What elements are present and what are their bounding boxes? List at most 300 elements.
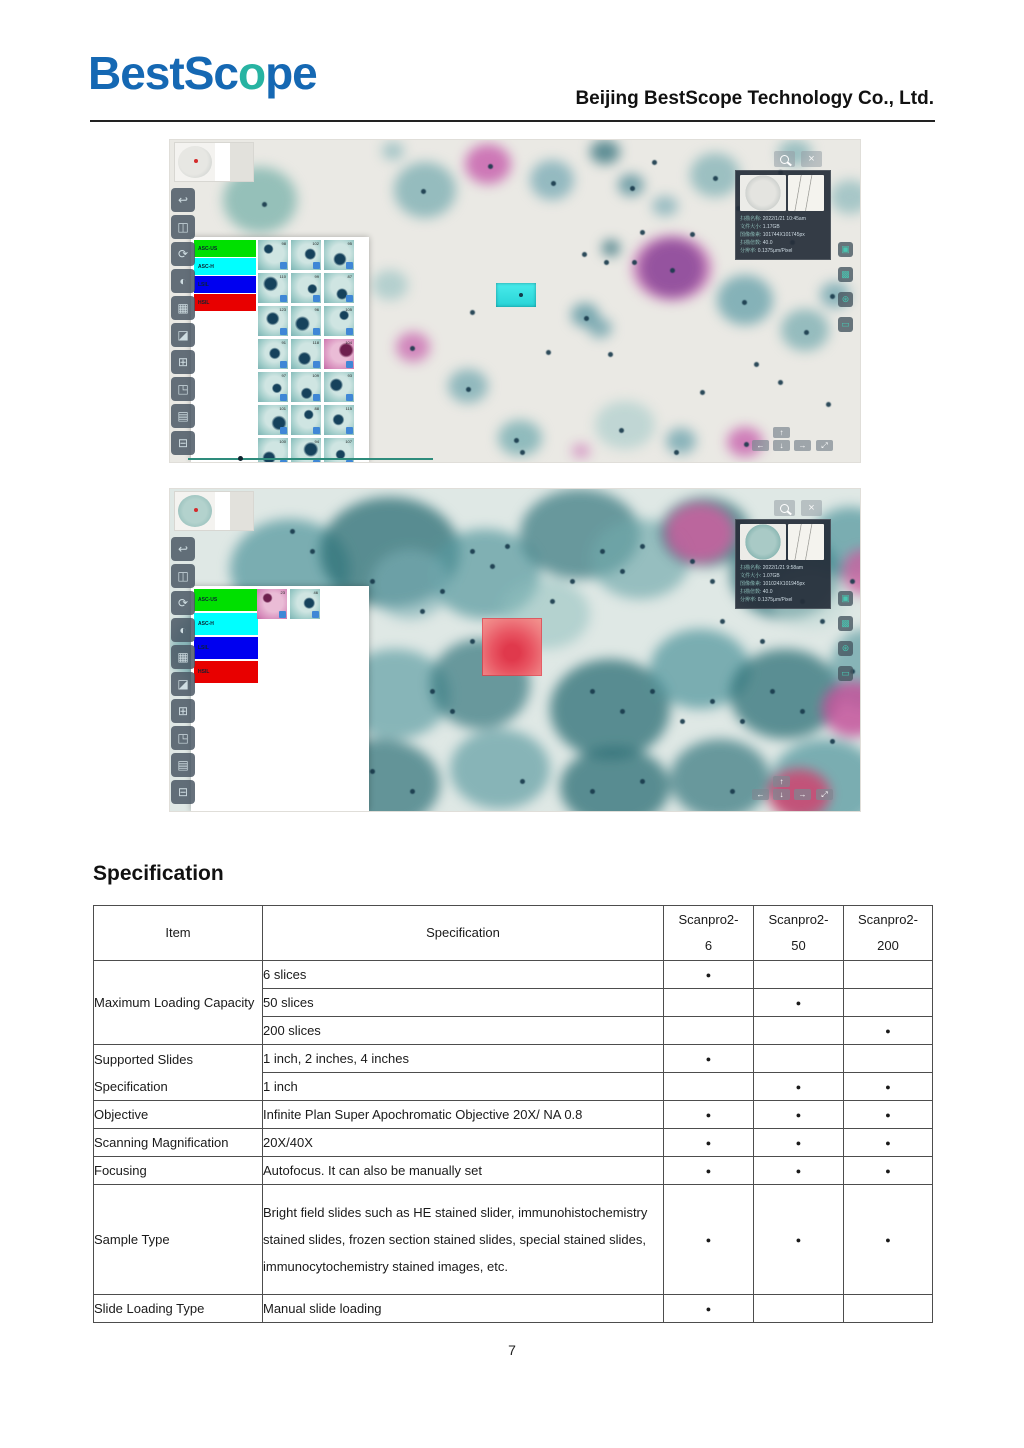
table-dot-cell: ● bbox=[754, 1101, 844, 1129]
table-dot-cell: ● bbox=[844, 1185, 933, 1295]
nucleus-dot bbox=[850, 579, 855, 584]
toolbar-copy-button[interactable] bbox=[838, 267, 853, 282]
info-value: 0.1375μm/Pixel bbox=[757, 248, 793, 254]
thumbnail-flag-icon[interactable] bbox=[313, 427, 320, 434]
nav-right-button[interactable]: → bbox=[794, 440, 811, 451]
info-line bbox=[740, 215, 826, 223]
thumbnail-count-label: 46 bbox=[313, 590, 318, 595]
table-row bbox=[94, 1295, 933, 1323]
slide-info-panel bbox=[735, 519, 831, 609]
info-label: 分辨率: bbox=[740, 597, 758, 603]
cell-thumbnail[interactable] bbox=[324, 339, 354, 369]
table-dot-cell: ● bbox=[844, 1017, 933, 1045]
nucleus-dot bbox=[488, 164, 493, 169]
company-title: Beijing BestScope Technology Co., Ltd. bbox=[575, 88, 934, 109]
info-label-thumbnail bbox=[788, 175, 824, 211]
cell-thumbnail-grid bbox=[258, 240, 354, 462]
table-dot-cell: ● bbox=[844, 1157, 933, 1185]
nav-left-button[interactable]: ← bbox=[752, 789, 769, 800]
toolbar-refresh-button[interactable] bbox=[171, 591, 195, 615]
cell-thumbnail[interactable] bbox=[324, 405, 354, 435]
model-name-line1: Scanpro2- bbox=[858, 912, 918, 927]
nucleus-dot bbox=[514, 438, 519, 443]
label-icon: ◪ bbox=[177, 677, 189, 691]
table-header-row bbox=[94, 906, 933, 961]
table-spec-cell: Autofocus. It can also be manually set bbox=[263, 1157, 664, 1185]
magnifier-icon bbox=[780, 155, 789, 164]
info-label: 扫描名称: bbox=[740, 565, 763, 571]
info-thumbnails bbox=[740, 175, 826, 211]
magnifier-button[interactable] bbox=[774, 500, 795, 516]
nav-expand-button[interactable]: ⤢ bbox=[816, 440, 833, 451]
info-line bbox=[740, 596, 826, 604]
info-value: 1.07GB bbox=[762, 573, 780, 579]
model-name-line2: 200 bbox=[877, 938, 899, 953]
cell-thumbnail[interactable] bbox=[291, 405, 321, 435]
thumbnail-count-label: 93 bbox=[347, 373, 352, 378]
nucleus-dot bbox=[490, 564, 495, 569]
info-label: 文件大小: bbox=[740, 573, 763, 579]
info-line bbox=[740, 247, 826, 255]
nav-right-button[interactable]: → bbox=[794, 789, 811, 800]
table-item-cell: Scanning Magnification bbox=[94, 1129, 263, 1157]
table-dot-cell bbox=[844, 1045, 933, 1073]
copy-icon: ▩ bbox=[841, 269, 850, 279]
toolbar-undo-button[interactable] bbox=[171, 188, 195, 212]
thumbnail-flag-icon[interactable] bbox=[280, 394, 287, 401]
nucleus-dot bbox=[466, 387, 471, 392]
toolbar-refresh-button[interactable] bbox=[171, 242, 195, 266]
overview-icon: ◫ bbox=[177, 220, 189, 234]
scale-icon: ⊟ bbox=[177, 785, 189, 799]
thumbnail-flag-icon[interactable] bbox=[346, 328, 353, 335]
info-value: 40.0 bbox=[762, 589, 773, 595]
info-line bbox=[740, 223, 826, 231]
info-value: 1.17GB bbox=[762, 224, 780, 230]
nucleus-dot bbox=[710, 699, 715, 704]
selected-cell-highlight[interactable] bbox=[496, 283, 536, 307]
table-dot-cell bbox=[754, 1045, 844, 1073]
category-label[interactable]: ASC-US bbox=[194, 589, 258, 611]
thumbnail-count-label: 123 bbox=[279, 307, 286, 312]
thumbnail-count-label: 97 bbox=[281, 373, 286, 378]
nucleus-dot bbox=[830, 739, 835, 744]
cell-thumbnail[interactable] bbox=[291, 240, 321, 270]
table-dot-cell bbox=[754, 1017, 844, 1045]
slide-overview-thumbnail[interactable] bbox=[174, 142, 254, 182]
nav-expand-button[interactable]: ⤢ bbox=[816, 789, 833, 800]
nucleus-dot bbox=[713, 176, 718, 181]
thumbnail-flag-icon[interactable] bbox=[280, 295, 287, 302]
zoom-slider[interactable] bbox=[188, 458, 433, 460]
nucleus-dot bbox=[820, 619, 825, 624]
nucleus-dot bbox=[582, 252, 587, 257]
logo-text-after: pe bbox=[265, 47, 317, 99]
undo-icon: ↩ bbox=[177, 542, 189, 556]
nucleus-dot bbox=[410, 346, 415, 351]
category-label[interactable]: HSIL bbox=[194, 661, 258, 683]
table-dot-cell: ● bbox=[754, 989, 844, 1017]
toolbar-list-button[interactable] bbox=[171, 753, 195, 777]
cell-thumbnail[interactable] bbox=[258, 306, 288, 336]
table-dot-cell bbox=[844, 961, 933, 989]
save-icon: ▣ bbox=[841, 244, 850, 254]
info-line bbox=[740, 572, 826, 580]
info-label-thumbnail bbox=[788, 524, 824, 560]
nucleus-dot bbox=[590, 689, 595, 694]
cell-thumbnail[interactable] bbox=[258, 240, 288, 270]
table-dot-cell: ● bbox=[664, 961, 754, 989]
info-slide-thumbnail bbox=[740, 524, 786, 560]
thumbnail-count-label: 104 bbox=[345, 340, 352, 345]
thumbnail-count-label: 23 bbox=[280, 590, 285, 595]
table-dot-cell: ● bbox=[754, 1157, 844, 1185]
category-label[interactable]: ASC-H bbox=[194, 613, 258, 635]
thumbnail-flag-icon[interactable] bbox=[313, 328, 320, 335]
nucleus-dot bbox=[290, 529, 295, 534]
thumbnail-flag-icon[interactable] bbox=[280, 361, 287, 368]
thumbnail-flag-icon[interactable] bbox=[280, 460, 287, 462]
thumbnail-flag-icon[interactable] bbox=[279, 611, 286, 618]
overview-label-strip bbox=[215, 492, 253, 530]
classification-panel bbox=[191, 586, 369, 811]
slide-overview-thumbnail[interactable] bbox=[174, 491, 254, 531]
measure-icon: ⊞ bbox=[177, 355, 189, 369]
cell-thumbnail[interactable] bbox=[257, 589, 287, 619]
table-row bbox=[94, 1185, 933, 1295]
thumbnail-flag-icon[interactable] bbox=[280, 328, 287, 335]
table-spec-cell: 1 inch, 2 inches, 4 inches bbox=[263, 1045, 664, 1073]
nucleus-dot bbox=[584, 316, 589, 321]
thumbnail-flag-icon[interactable] bbox=[346, 460, 353, 462]
nucleus-dot bbox=[505, 544, 510, 549]
table-row bbox=[94, 1129, 933, 1157]
thumbnail-count-label: 94 bbox=[314, 439, 319, 444]
table-dot-cell: ● bbox=[844, 1073, 933, 1101]
category-label[interactable]: HSIL bbox=[194, 294, 256, 311]
toolbar-folder-button[interactable] bbox=[838, 666, 853, 681]
overview-specimen bbox=[178, 146, 212, 178]
nucleus-dot bbox=[262, 202, 267, 207]
close-button[interactable]: × bbox=[801, 500, 822, 516]
grid-icon: ▦ bbox=[177, 650, 189, 664]
nucleus-dot bbox=[830, 294, 835, 299]
list-icon: ▤ bbox=[177, 758, 189, 772]
cell-thumbnail-grid bbox=[257, 589, 353, 619]
category-label[interactable]: LSIL bbox=[194, 276, 256, 293]
table-dot-cell bbox=[844, 1295, 933, 1323]
save-icon: ▣ bbox=[841, 593, 850, 603]
toolbar-list-button[interactable] bbox=[171, 404, 195, 428]
cell-thumbnail[interactable] bbox=[258, 339, 288, 369]
nucleus-dot bbox=[826, 402, 831, 407]
table-dot-cell: ● bbox=[754, 1073, 844, 1101]
table-dot-cell bbox=[664, 1017, 754, 1045]
toolbar-contrast-button[interactable] bbox=[171, 269, 195, 293]
info-value: 101744X101745px bbox=[762, 232, 805, 238]
thumbnail-count-label: 95 bbox=[347, 241, 352, 246]
info-label: 图像像素: bbox=[740, 232, 763, 238]
refresh-icon: ⟳ bbox=[177, 596, 189, 610]
cell-thumbnail[interactable] bbox=[258, 273, 288, 303]
category-label[interactable]: LSIL bbox=[194, 637, 258, 659]
info-slide-thumbnail bbox=[740, 175, 786, 211]
toolbar-overview-button[interactable] bbox=[171, 564, 195, 588]
model-name-line2: 50 bbox=[791, 938, 806, 953]
cell-thumbnail[interactable] bbox=[324, 372, 354, 402]
table-item-cell: Slide Loading Type bbox=[94, 1295, 263, 1323]
list-icon: ▤ bbox=[177, 409, 189, 423]
thumbnail-count-label: 115 bbox=[345, 406, 352, 411]
nucleus-dot bbox=[630, 186, 635, 191]
info-line bbox=[740, 564, 826, 572]
thumbnail-flag-icon[interactable] bbox=[313, 394, 320, 401]
thumbnail-count-label: 88 bbox=[314, 406, 319, 411]
nucleus-dot bbox=[670, 268, 675, 273]
thumbnail-flag-icon[interactable] bbox=[346, 394, 353, 401]
thumbnail-flag-icon[interactable] bbox=[312, 611, 319, 618]
table-item-cell: Sample Type bbox=[94, 1185, 263, 1295]
thumbnail-count-label: 96 bbox=[314, 307, 319, 312]
cell-thumbnail[interactable] bbox=[291, 306, 321, 336]
slider-handle[interactable] bbox=[238, 456, 243, 461]
nucleus-dot bbox=[370, 769, 375, 774]
settings-icon: ⊛ bbox=[841, 643, 850, 653]
info-value: 2022/1/21 10:45am bbox=[762, 216, 806, 222]
table-header-model bbox=[754, 906, 844, 961]
thumbnail-count-label: 99 bbox=[314, 274, 319, 279]
nucleus-dot bbox=[640, 779, 645, 784]
thumbnail-flag-icon[interactable] bbox=[346, 262, 353, 269]
thumbnail-flag-icon[interactable] bbox=[346, 295, 353, 302]
table-item-cell: Supported Slides Specification bbox=[94, 1045, 263, 1101]
nucleus-dot bbox=[800, 709, 805, 714]
toolbar-copy-button[interactable] bbox=[838, 616, 853, 631]
info-label: 文件大小: bbox=[740, 224, 763, 230]
nucleus-dot bbox=[674, 450, 679, 455]
thumbnail-flag-icon[interactable] bbox=[346, 427, 353, 434]
nucleus-dot bbox=[604, 260, 609, 265]
table-header-item: Item bbox=[94, 906, 263, 961]
thumbnail-flag-icon[interactable] bbox=[313, 361, 320, 368]
nucleus-dot bbox=[640, 544, 645, 549]
category-label[interactable]: ASC-US bbox=[194, 240, 256, 257]
table-dot-cell: ● bbox=[664, 1101, 754, 1129]
bestscope-logo bbox=[88, 46, 317, 100]
info-value: 40.0 bbox=[762, 240, 773, 246]
category-label[interactable]: ASC-H bbox=[194, 258, 256, 275]
cell-thumbnail[interactable] bbox=[291, 372, 321, 402]
table-dot-cell: ● bbox=[754, 1129, 844, 1157]
nucleus-dot bbox=[440, 589, 445, 594]
nucleus-dot bbox=[680, 719, 685, 724]
nucleus-dot bbox=[710, 579, 715, 584]
folder-icon: ▭ bbox=[841, 668, 850, 678]
thumbnail-count-label: 110 bbox=[279, 274, 286, 279]
thumbnail-flag-icon[interactable] bbox=[280, 262, 287, 269]
overview-label-strip bbox=[215, 143, 253, 181]
magnifier-button[interactable] bbox=[774, 151, 795, 167]
table-dot-cell: ● bbox=[844, 1101, 933, 1129]
nucleus-dot bbox=[570, 579, 575, 584]
cell-thumbnail[interactable] bbox=[258, 405, 288, 435]
table-header-spec: Specification bbox=[263, 906, 664, 961]
slide-viewer-screenshot-2 bbox=[170, 489, 860, 811]
right-toolbar bbox=[838, 591, 853, 681]
cell-thumbnail[interactable] bbox=[324, 240, 354, 270]
toolbar-scale-button[interactable] bbox=[171, 431, 195, 455]
toolbar-undo-button[interactable] bbox=[171, 537, 195, 561]
table-spec-cell: Bright field slides such as HE stained slider, immunohistochemistry stained slides, frozen section stained slides, special stained slides, immunocytochemistry stained images, etc. bbox=[263, 1185, 664, 1295]
nucleus-dot bbox=[550, 599, 555, 604]
nav-down-button[interactable]: ↓ bbox=[773, 440, 790, 451]
model-name-line1: Scanpro2- bbox=[768, 912, 829, 927]
info-line bbox=[740, 588, 826, 596]
thumbnail-flag-icon[interactable] bbox=[313, 295, 320, 302]
toolbar-save-button[interactable] bbox=[838, 591, 853, 606]
info-line bbox=[740, 239, 826, 247]
nav-left-button[interactable]: ← bbox=[752, 440, 769, 451]
table-dot-cell: ● bbox=[844, 1129, 933, 1157]
thumbnail-count-label: 87 bbox=[347, 274, 352, 279]
table-dot-cell: ● bbox=[664, 1157, 754, 1185]
nucleus-dot bbox=[470, 310, 475, 315]
toolbar-overview-button[interactable] bbox=[171, 215, 195, 239]
info-label: 分辨率: bbox=[740, 248, 758, 254]
thumbnail-count-label: 118 bbox=[312, 340, 319, 345]
grid-icon: ▦ bbox=[177, 301, 189, 315]
nucleus-dot bbox=[632, 260, 637, 265]
header-divider bbox=[90, 120, 935, 122]
table-header-model bbox=[664, 906, 754, 961]
nucleus-dot bbox=[804, 330, 809, 335]
table-row bbox=[94, 1101, 933, 1129]
classification-panel bbox=[191, 237, 369, 462]
toolbar-grid-button[interactable] bbox=[171, 296, 195, 320]
table-spec-cell: 1 inch bbox=[263, 1073, 664, 1101]
toolbar-settings-button[interactable] bbox=[838, 292, 853, 307]
nav-up-button[interactable]: ↑ bbox=[773, 427, 790, 438]
nav-up-button[interactable]: ↑ bbox=[773, 776, 790, 787]
toolbar-contrast-button[interactable] bbox=[171, 618, 195, 642]
toolbar-label-button[interactable] bbox=[171, 323, 195, 347]
table-dot-cell: ● bbox=[664, 1185, 754, 1295]
thumbnail-flag-icon[interactable] bbox=[313, 262, 320, 269]
toolbar-label-button[interactable] bbox=[171, 672, 195, 696]
info-line bbox=[740, 580, 826, 588]
table-dot-cell bbox=[664, 989, 754, 1017]
copy-icon: ▩ bbox=[841, 618, 850, 628]
toolbar-folder-button[interactable] bbox=[838, 317, 853, 332]
thumbnail-count-label: 105 bbox=[345, 307, 352, 312]
toolbar-screenshot-button[interactable] bbox=[171, 726, 195, 750]
toolbar-screenshot-button[interactable] bbox=[171, 377, 195, 401]
model-name-line2: 6 bbox=[704, 938, 713, 953]
nucleus-dot bbox=[652, 160, 657, 165]
measure-icon: ⊞ bbox=[177, 704, 189, 718]
info-line bbox=[740, 231, 826, 239]
table-item-cell: Maximum Loading Capacity bbox=[94, 961, 263, 1045]
toolbar-save-button[interactable] bbox=[838, 242, 853, 257]
table-row bbox=[94, 961, 933, 989]
nucleus-dot bbox=[770, 689, 775, 694]
label-icon: ◪ bbox=[177, 328, 189, 342]
table-header-model bbox=[844, 906, 933, 961]
toolbar-measure-button[interactable] bbox=[171, 350, 195, 374]
cell-thumbnail[interactable] bbox=[291, 273, 321, 303]
close-button[interactable]: × bbox=[801, 151, 822, 167]
overview-specimen bbox=[178, 495, 212, 527]
toolbar-settings-button[interactable] bbox=[838, 641, 853, 656]
nucleus-dot bbox=[744, 442, 749, 447]
slide-viewer-screenshot-1 bbox=[170, 140, 860, 462]
slide-info-panel bbox=[735, 170, 831, 260]
nucleus-dot bbox=[740, 719, 745, 724]
nucleus-dot bbox=[690, 559, 695, 564]
info-label: 扫描名称: bbox=[740, 216, 763, 222]
specification-table bbox=[93, 905, 933, 1323]
toolbar-scale-button[interactable] bbox=[171, 780, 195, 804]
cell-thumbnail[interactable] bbox=[258, 372, 288, 402]
selected-cell-highlight[interactable] bbox=[483, 619, 541, 675]
table-row bbox=[94, 1157, 933, 1185]
toolbar-measure-button[interactable] bbox=[171, 699, 195, 723]
cell-thumbnail[interactable] bbox=[324, 306, 354, 336]
nucleus-dot bbox=[470, 549, 475, 554]
table-dot-cell bbox=[754, 961, 844, 989]
nucleus-dot bbox=[730, 789, 735, 794]
left-toolbar bbox=[171, 537, 195, 804]
magnifier-icon bbox=[780, 504, 789, 513]
nucleus-dot bbox=[370, 579, 375, 584]
table-row bbox=[94, 1045, 933, 1073]
nucleus-dot bbox=[620, 709, 625, 714]
thumbnail-count-label: 102 bbox=[312, 241, 319, 246]
nav-down-button[interactable]: ↓ bbox=[773, 789, 790, 800]
page-number: 7 bbox=[508, 1342, 516, 1358]
nucleus-dot bbox=[600, 549, 605, 554]
screenshot-icon: ◳ bbox=[177, 731, 189, 745]
thumbnail-count-label: 91 bbox=[281, 340, 286, 345]
settings-icon: ⊛ bbox=[841, 294, 850, 304]
undo-icon: ↩ bbox=[177, 193, 189, 207]
scale-icon: ⊟ bbox=[177, 436, 189, 450]
table-item-cell: Objective bbox=[94, 1101, 263, 1129]
nucleus-dot bbox=[430, 689, 435, 694]
cell-thumbnail[interactable] bbox=[324, 273, 354, 303]
cell-thumbnail[interactable] bbox=[290, 589, 320, 619]
table-dot-cell bbox=[844, 989, 933, 1017]
nucleus-dot bbox=[470, 639, 475, 644]
screenshot-icon: ◳ bbox=[177, 382, 189, 396]
thumbnail-count-label: 101 bbox=[279, 406, 286, 411]
thumbnail-flag-icon[interactable] bbox=[313, 460, 320, 462]
table-spec-cell: 50 slices bbox=[263, 989, 664, 1017]
logo-text-before: BestSc bbox=[88, 47, 238, 99]
logo-accent-char: o bbox=[237, 47, 266, 99]
cell-thumbnail[interactable] bbox=[291, 339, 321, 369]
toolbar-grid-button[interactable] bbox=[171, 645, 195, 669]
nucleus-dot bbox=[620, 569, 625, 574]
thumbnail-flag-icon[interactable] bbox=[346, 361, 353, 368]
nucleus-dot bbox=[619, 428, 624, 433]
nucleus-dot bbox=[590, 789, 595, 794]
nucleus-dot bbox=[720, 619, 725, 624]
info-value: 0.1375μm/Pixel bbox=[757, 597, 793, 603]
model-name-line1: Scanpro2- bbox=[678, 912, 739, 927]
overview-icon: ◫ bbox=[177, 569, 189, 583]
thumbnail-flag-icon[interactable] bbox=[280, 427, 287, 434]
